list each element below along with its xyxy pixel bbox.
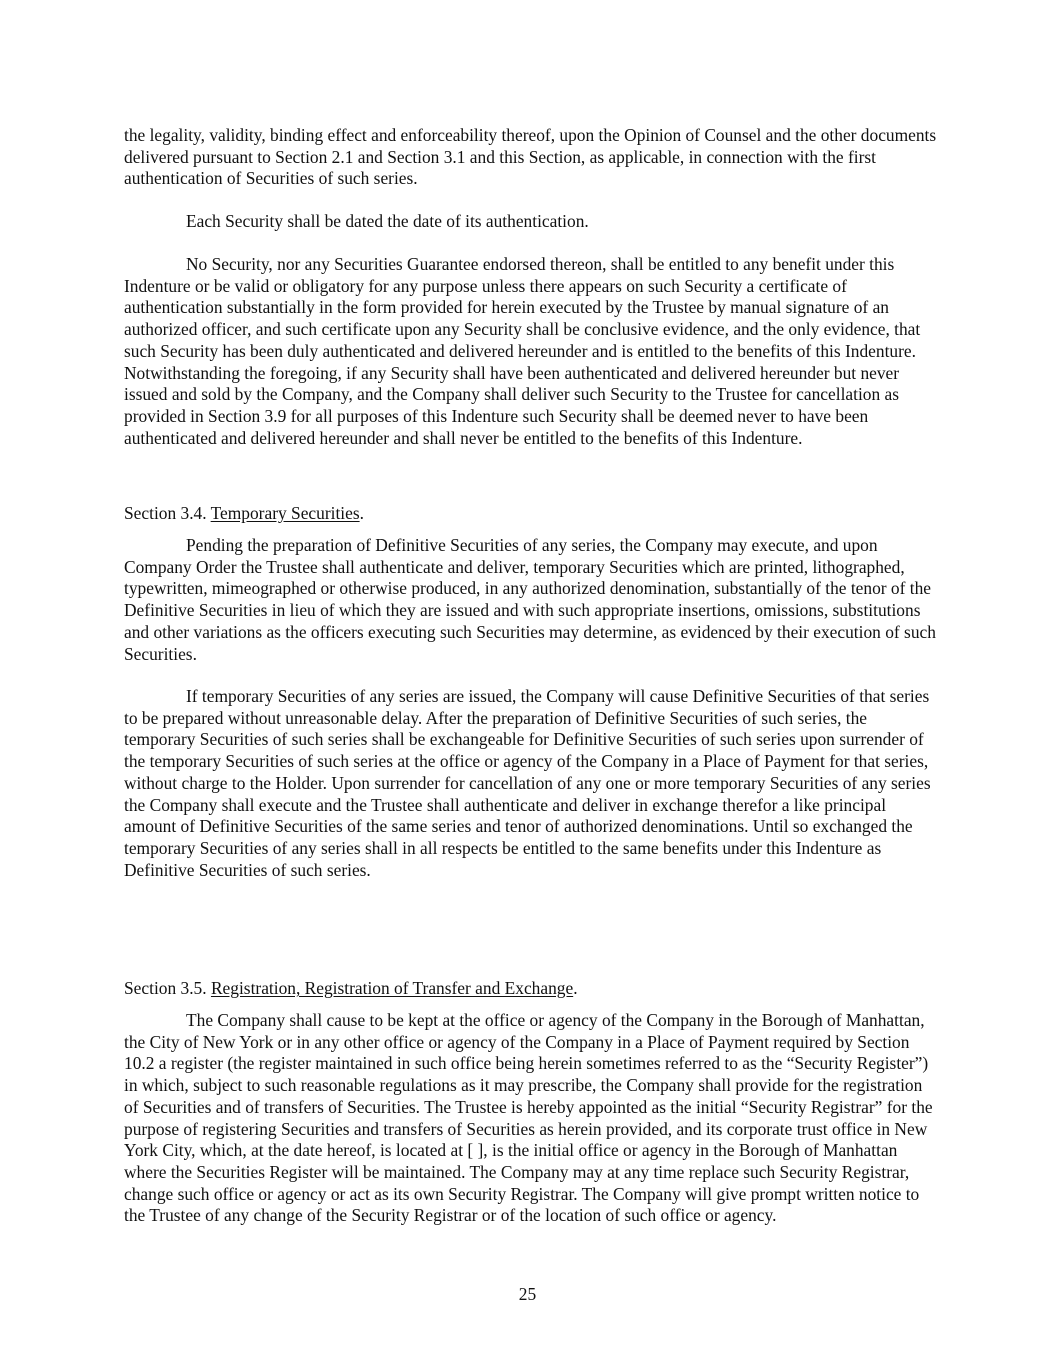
- section-3-4-paragraph-1: Pending the preparation of Definitive Securities of any series, the Company may execute, and upon Company Order the Trustee shall authenticate and deliver, temporary Securities which are printed, lithographed, typewritten, mimeographed or otherwise produced, in any authorized denomination, substantially of the tenor of the Definitive Securities in lieu of which they are issued and with such appropriate insertions, omissions, substitutions and other variations as the officers executing such Securities may determine, as evidenced by their execution of such Securities.: [124, 535, 936, 664]
- section-3-5-title: Registration, Registration of Transfer and Exchange: [210, 978, 574, 998]
- section-3-4-title: Temporary Securities: [210, 503, 360, 523]
- section-3-4-heading: [124, 503, 940, 525]
- paragraph-dating: Each Security shall be dated the date of its authentication.: [186, 211, 589, 231]
- paragraph-authentication: No Security, nor any Securities Guarantee endorsed thereon, shall be entitled to any benefit under this Indenture or be valid or obligatory for any purpose unless there appears on such Security a certificate of authentication substantially in the form provided for herein executed by the Trustee by manual signature of an authorized officer, and such certificate upon any Security shall be conclusive evidence, and the only evidence, that such Security has been duly authenticated and delivered hereunder and is entitled to the benefits of this Indenture. Notwithstanding the foregoing, if any Security shall have been authenticated and delivered hereunder but never issued and sold by the Company, and the Company shall deliver such Security to the Trustee for cancellation as provided in Section 3.9 for all purposes of this Indenture such Security shall be deemed never to have been authenticated and delivered hereunder and shall never be entitled to the benefits of this Indenture.: [124, 254, 921, 448]
- section-3-5-heading: [124, 978, 940, 1000]
- page-number: 25: [518, 1284, 537, 1304]
- section-3-4-punct: .: [359, 503, 364, 523]
- section-3-5-punct: .: [573, 978, 578, 998]
- paragraph-continuation: the legality, validity, binding effect and enforceability thereof, upon the Opinion of Counsel and the other documents delivered pursuant to Section 2.1 and Section 3.1 and this Section, as applicable, in connection with the first authentication of Securities of such series.: [124, 125, 937, 189]
- section-3-4-number: Section 3.4.: [124, 503, 211, 523]
- section-3-5-number: Section 3.5.: [124, 978, 211, 998]
- section-3-5-paragraph-1: The Company shall cause to be kept at the office or agency of the Company in the Borough of Manhattan, the City of New York or in any other office or agency of the Company in a Place of Payment required by Section 10.2 a register (the register maintained in such office being herein sometimes referred to as the “Security Register”) in which, subject to such reasonable regulations as it may prescribe, the Company shall provide for the registration of Securities and of transfers of Securities. The Trustee is hereby appointed as the initial “Security Registrar” for the purpose of registering Securities and transfers of Securities as herein provided, and its corporate trust office in New York City, which, at the date hereof, is located at [ ], is the initial office or agency in the Borough of Manhattan where the Securities Register will be maintained. The Company may at any time replace such Security Registrar, change such office or agency or act as its own Security Registrar. The Company will give prompt written notice to the Trustee of any change of the Security Registrar or of the location of such office or agency.: [124, 1010, 933, 1226]
- section-3-4-paragraph-2: If temporary Securities of any series are issued, the Company will cause Definitive Securities of that series to be prepared without unreasonable delay. After the preparation of Definitive Securities of such series, the temporary Securities of such series shall be exchangeable for Definitive Securities of such series upon surrender of the temporary Securities of such series at the office or agency of the Company in a Place of Payment for that series, without charge to the Holder. Upon surrender for cancellation of any one or more temporary Securities of any series the Company shall execute and the Trustee shall authenticate and deliver in exchange therefor a like principal amount of Definitive Securities of the same series and tenor of authorized denominations. Until so exchanged the temporary Securities of any series shall in all respects be entitled to the same benefits under this Indenture as Definitive Securities of such series.: [124, 686, 931, 880]
